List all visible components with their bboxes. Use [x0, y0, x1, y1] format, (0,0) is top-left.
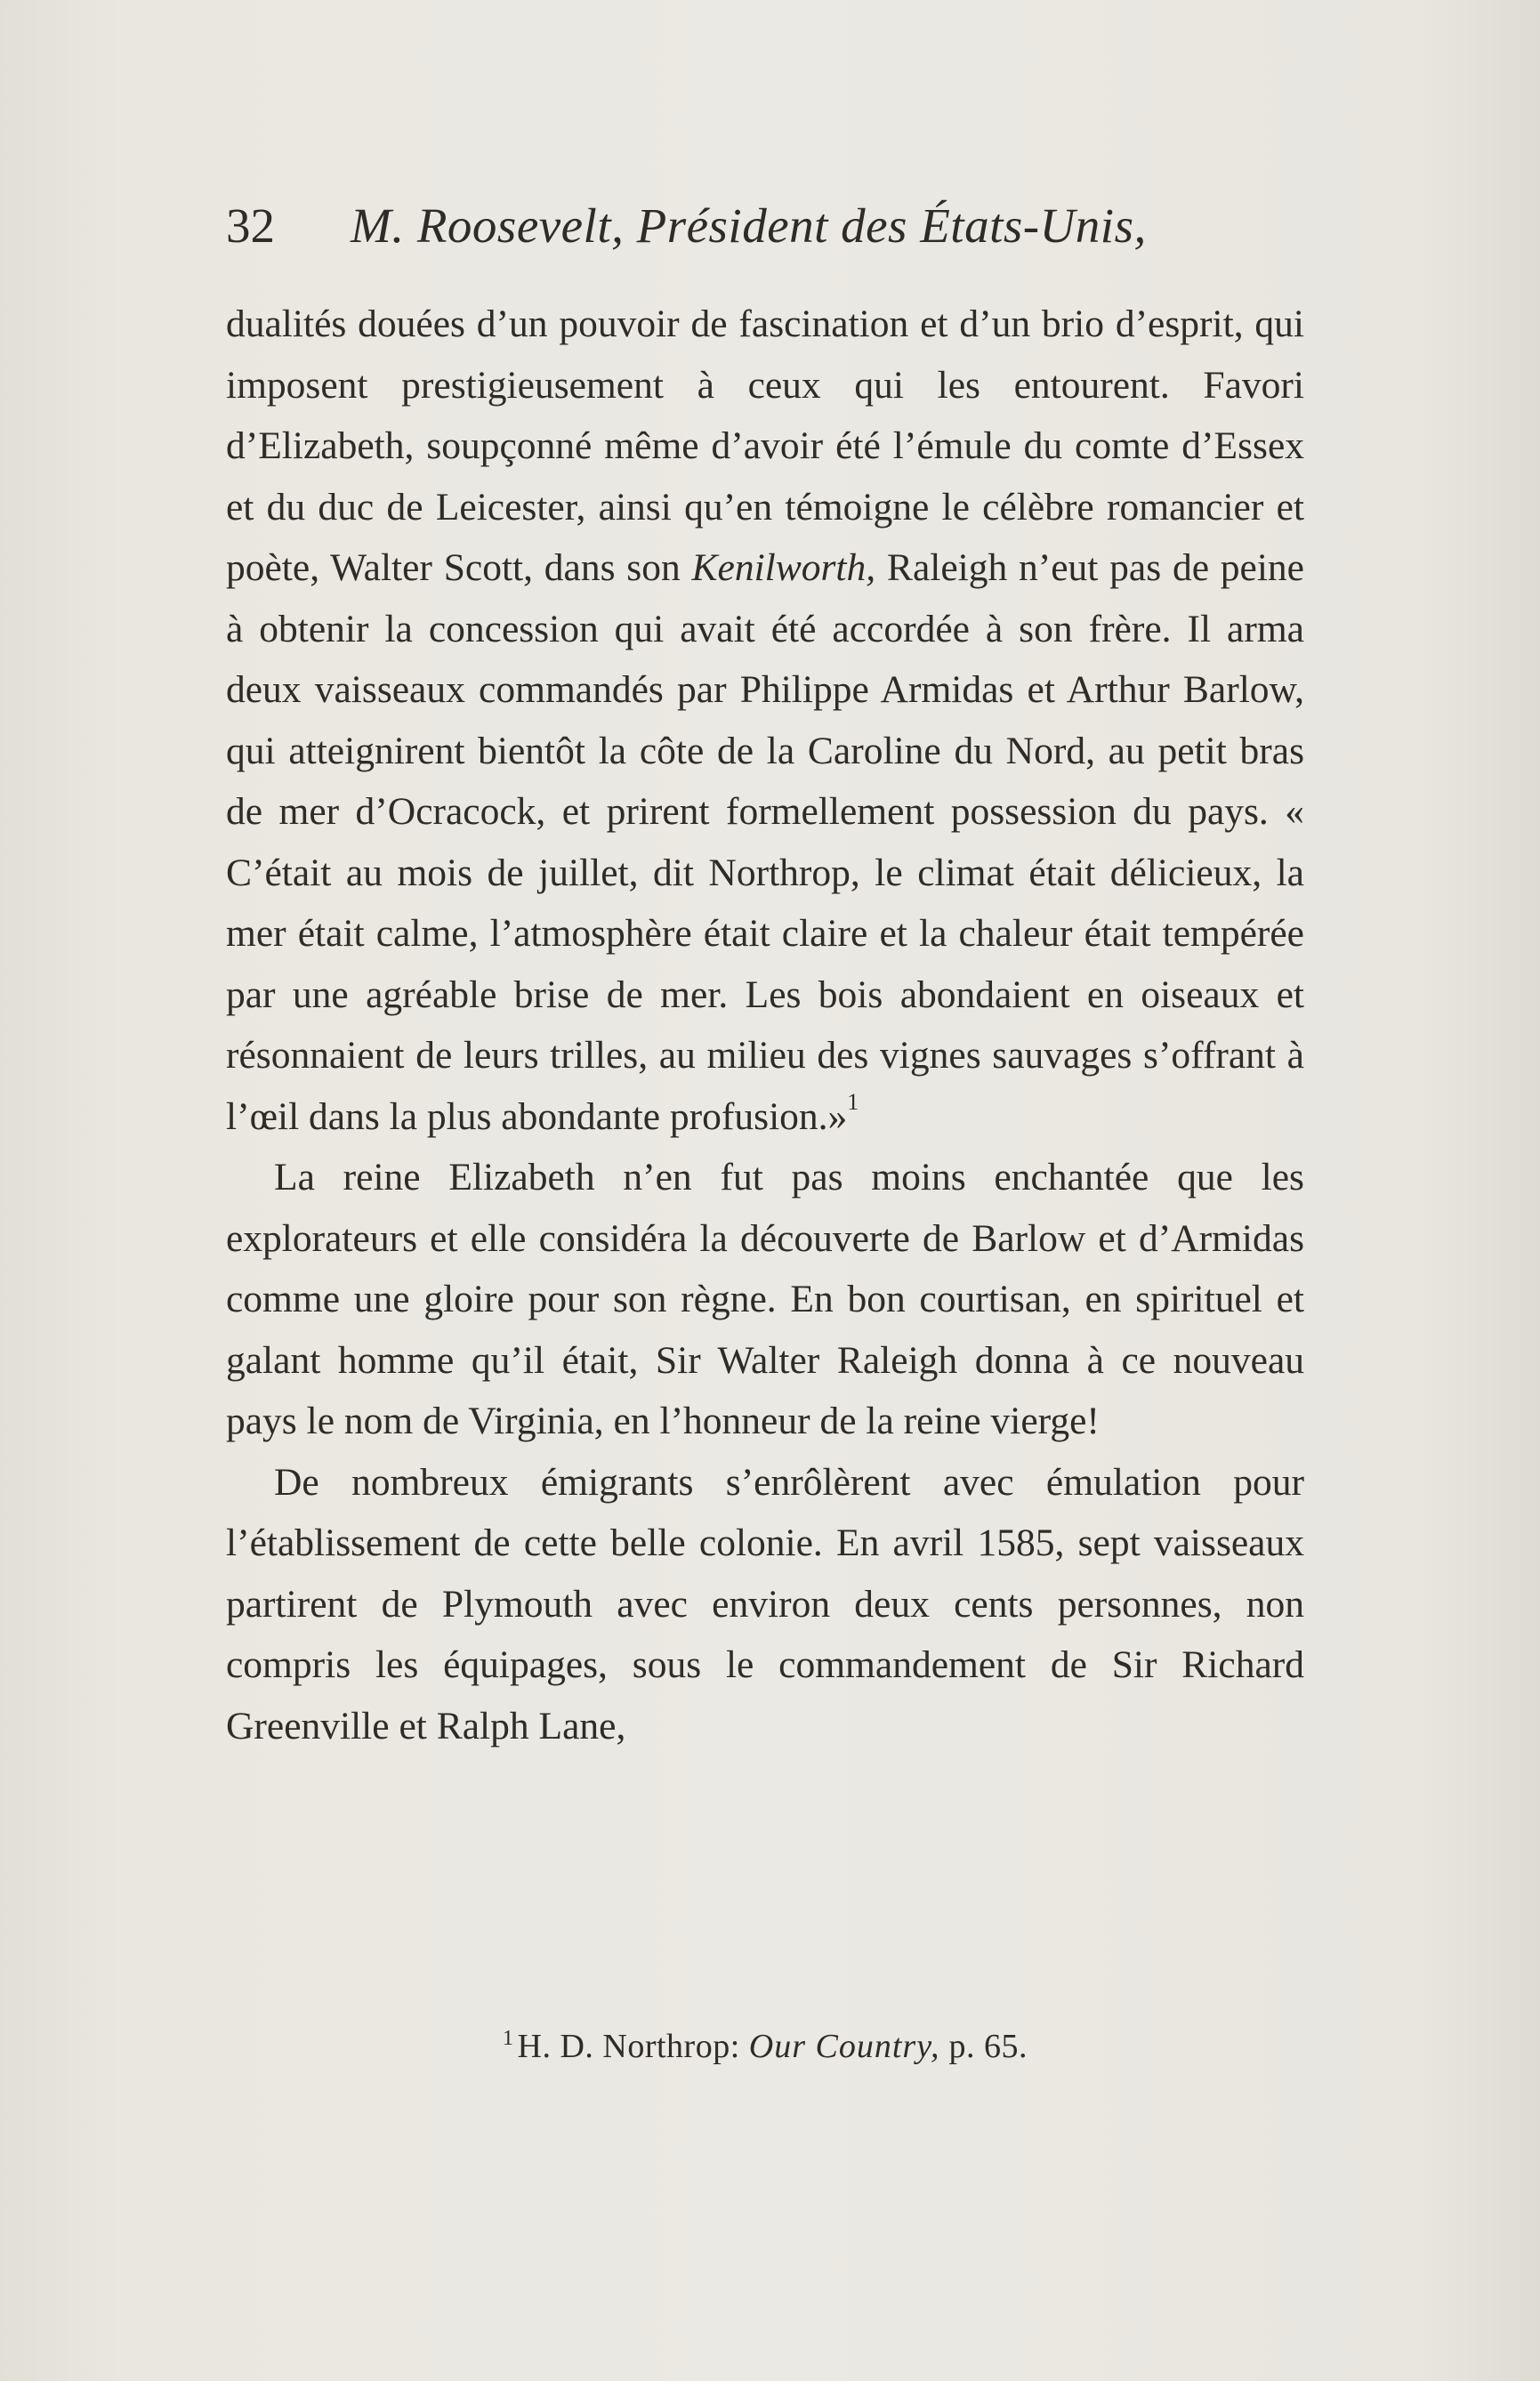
footnote-reference: 1 [847, 1089, 859, 1115]
book-title-kenilworth: Kenilworth, [691, 546, 876, 589]
paragraph-2: La reine Elizabeth n’en fut pas moins enchantée que les explorateurs et elle considéra la découverte de Barlow et d’Armidas comme une gloire pour son règne. En bon courtisan, en spirituel et galant homme qu’il était, Sir Walter Raleigh donna à ce nouveau pays le nom de Virginia, en l’honneur de la reine vierge! [226, 1156, 1304, 1442]
page-number: 32 [226, 198, 275, 253]
paragraph-3: De nombreux émigrants s’enrôlèrent avec émulation pour l’établissement de cette belle colonie. En avril 1585, sept vaisseaux partirent de Plymouth avec environ deux cents personnes, non compris les équipages, sous le commandement de Sir Richard Greenville et Ralph Lane, [226, 1460, 1304, 1747]
page-header [226, 190, 1320, 262]
running-title: M. Roosevelt, Président des États-Unis, [351, 198, 1147, 253]
footnote-author: H. D. Northrop: [517, 2028, 749, 2065]
paragraph-1-text-a: dualités douées d’un pouvoir de fascination et d’un brio d’esprit, qui imposent prestigieusement à ceux qui les entourent. Favori d’Elizabeth, soupçonné même d’avoir été l’émule du comte d’Essex et du duc de Leicester, ainsi qu’en témoigne le célèbre romancier et poète, Walter Scott, dans son [226, 303, 1304, 589]
footnote-page: p. 65. [939, 2028, 1028, 2065]
footnote [226, 2020, 1304, 2078]
footnote-title: Our Country, [748, 2028, 940, 2065]
body-text [226, 294, 1304, 1756]
paragraph-1-text-b: Raleigh n’eut pas de peine à obtenir la concession qui avait été accordée à son frère. Il arma deux vaisseaux commandés par Philippe Armidas et Arthur Barlow, qui atteignirent bientôt la côte de la Caroline du Nord, au petit bras de mer d’Ocracock, et prirent formellement possession du pays. « C’était au mois de juillet, dit Northrop, le climat était délicieux, la mer était calme, l’atmosphère était claire et la chaleur était tempérée par une agréable brise de mer. Les bois abondaient en oiseaux et résonnaient de leurs trilles, au milieu des vignes sauvages s’offrant à l’œil dans la plus abondante profusion.» [226, 546, 1304, 1138]
footnote-mark: 1 [503, 2027, 514, 2050]
paragraph-1 [226, 294, 1304, 1147]
